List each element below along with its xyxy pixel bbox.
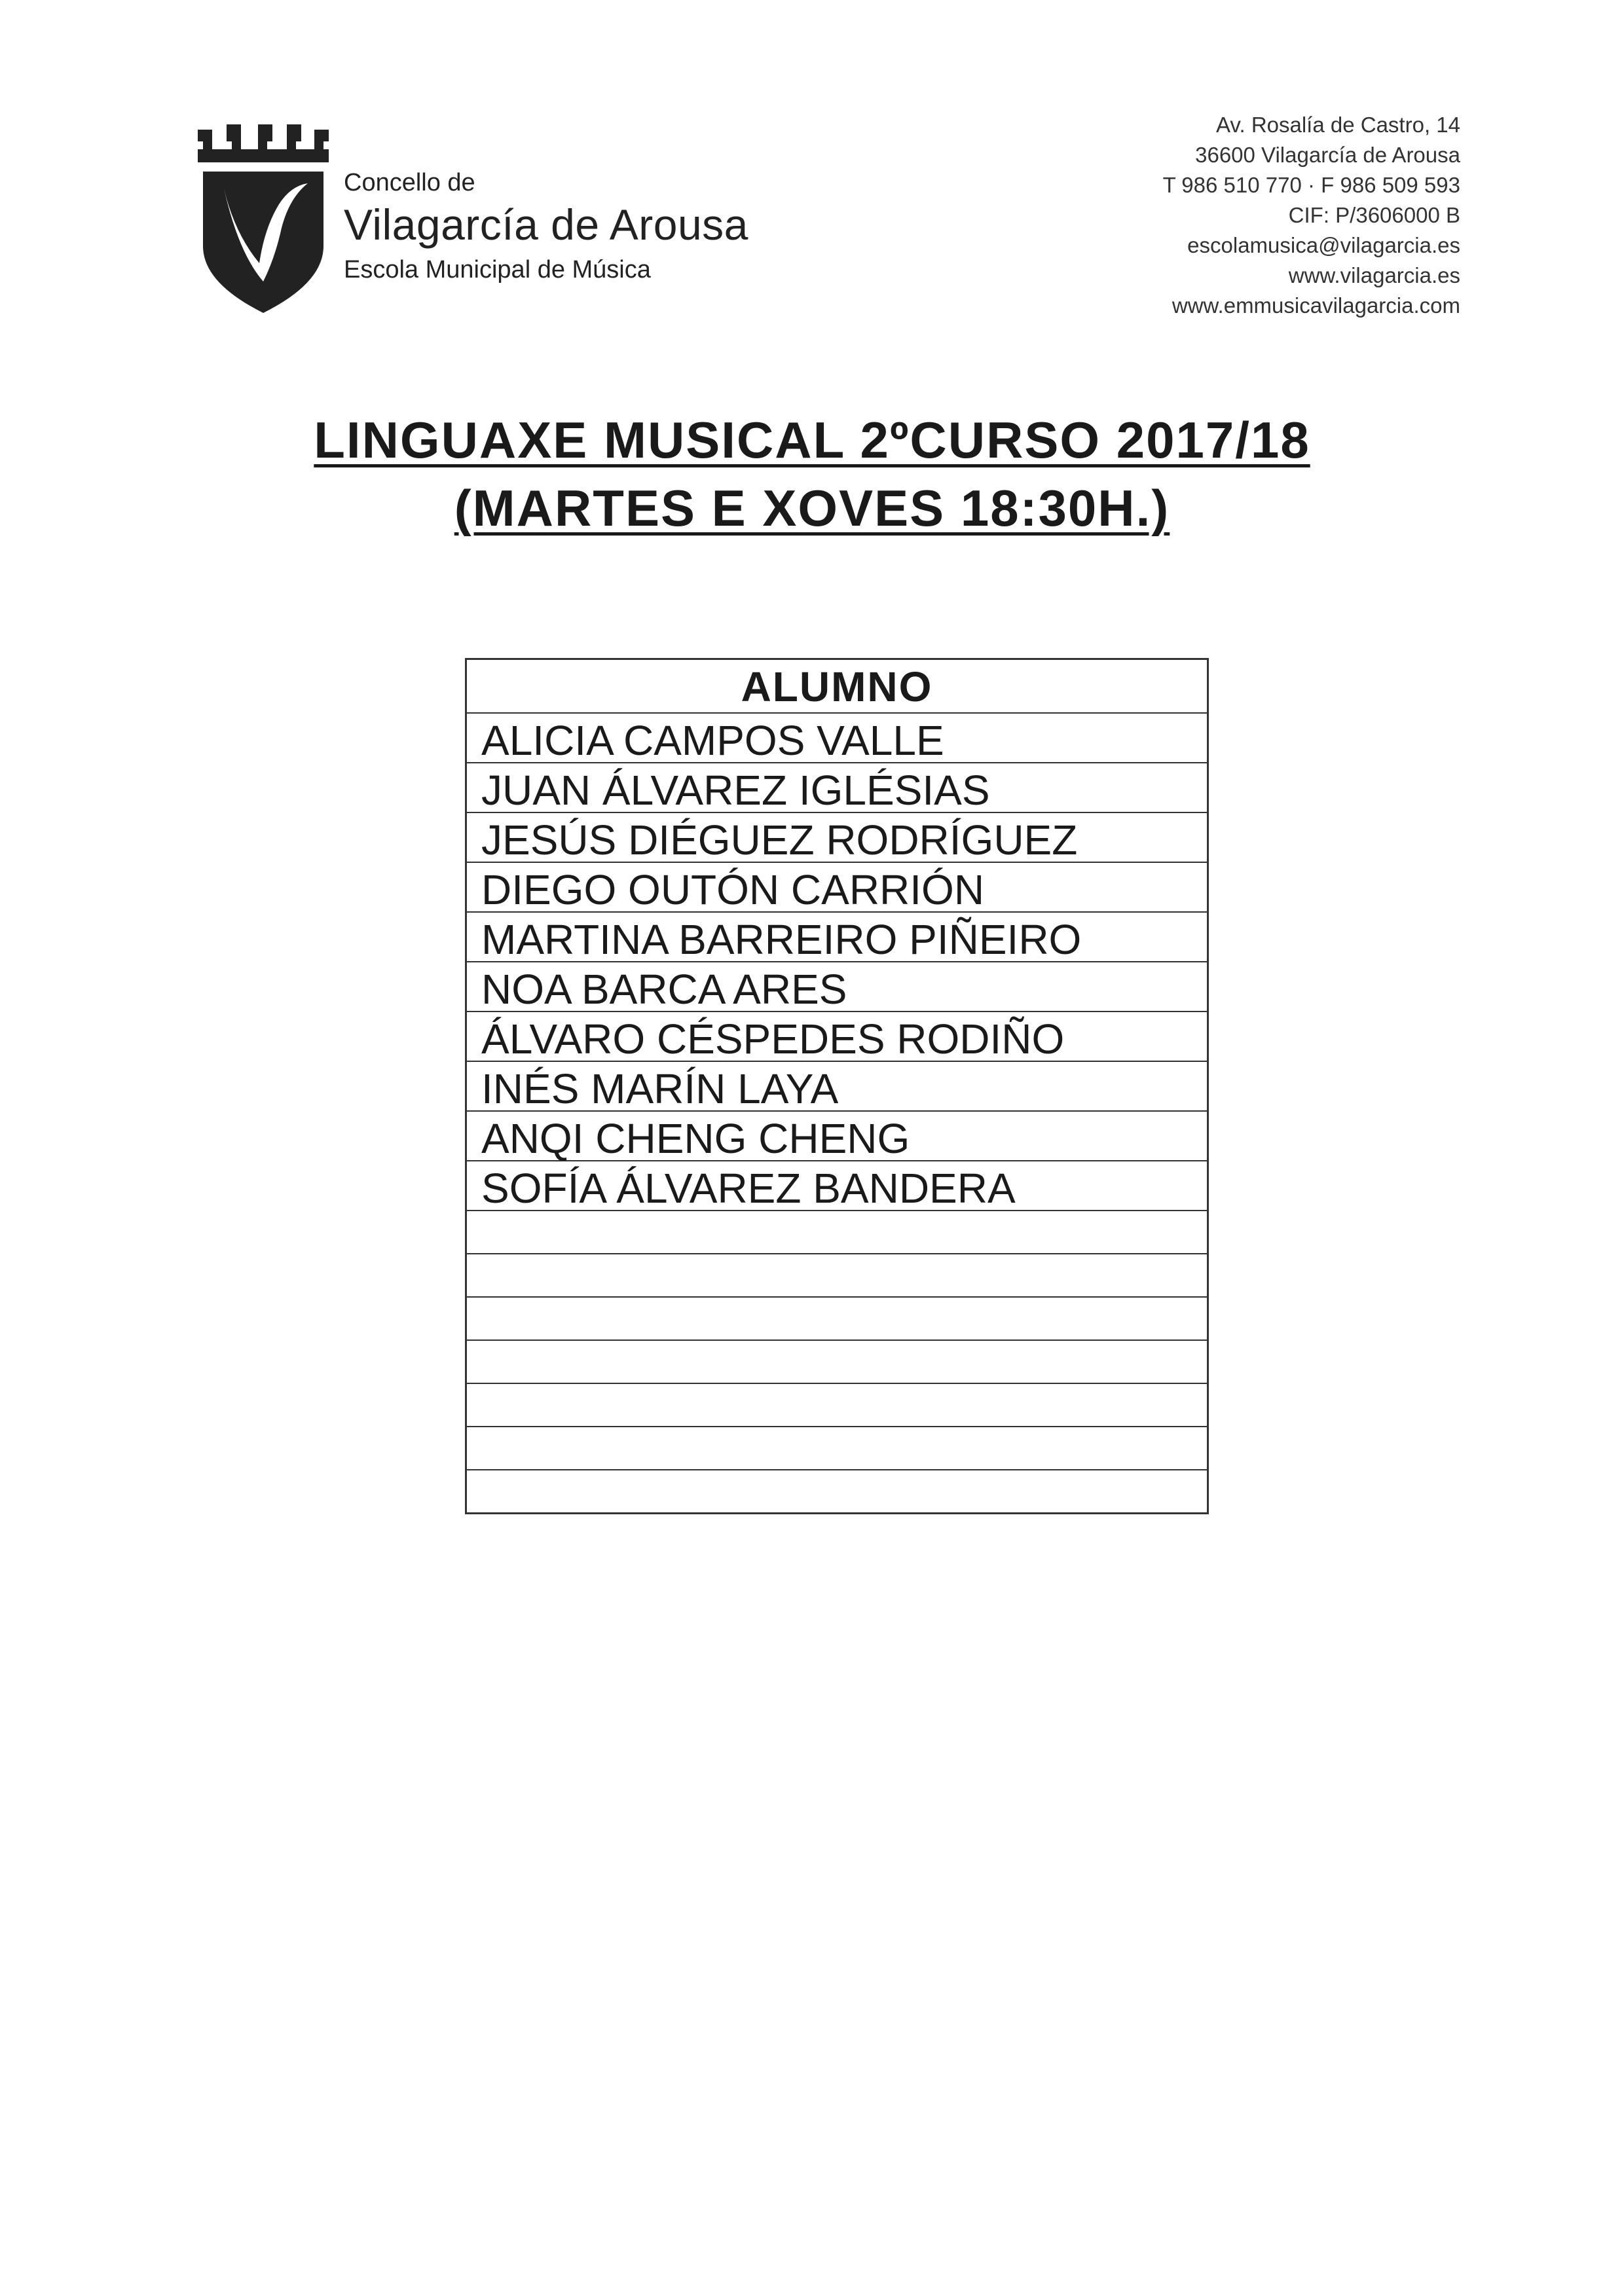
student-roster-table xyxy=(465,658,1209,1514)
title-course: LINGUAXE MUSICAL 2ºCURSO 2017/18 xyxy=(314,411,1310,469)
address-website-school: www.emmusicavilagarcia.com xyxy=(1172,293,1460,318)
table-row: ALICIA CAMPOS VALLE xyxy=(467,712,1207,762)
address-website: www.vilagarcia.es xyxy=(1288,263,1460,287)
address-city: 36600 Vilagarcía de Arousa xyxy=(1195,143,1460,167)
address-phone-fax: T 986 510 770 · F 986 509 593 xyxy=(1162,173,1460,197)
org-subtitle: Escola Municipal de Música xyxy=(344,256,651,283)
table-row-empty xyxy=(467,1383,1207,1426)
org-prefix: Concello de xyxy=(344,169,475,196)
org-block xyxy=(344,167,748,289)
address-cif: CIF: P/3606000 B xyxy=(1288,203,1460,227)
table-row-empty xyxy=(467,1253,1207,1296)
table-row: ÁLVARO CÉSPEDES RODIÑO xyxy=(467,1011,1207,1061)
table-row: JUAN ÁLVAREZ IGLÉSIAS xyxy=(467,762,1207,812)
table-row: NOA BARCA ARES xyxy=(467,961,1207,1011)
city-shield-crest-icon xyxy=(198,118,329,314)
table-row-empty xyxy=(467,1210,1207,1253)
table-row-empty xyxy=(467,1339,1207,1383)
address-email: escolamusica@vilagarcia.es xyxy=(1187,233,1460,257)
table-row-empty xyxy=(467,1469,1207,1512)
org-name: Vilagarcía de Arousa xyxy=(344,200,748,249)
roster-header: ALUMNO xyxy=(741,663,933,710)
table-row-empty xyxy=(467,1296,1207,1339)
address-street: Av. Rosalía de Castro, 14 xyxy=(1216,113,1460,137)
table-row: MARTINA BARREIRO PIÑEIRO xyxy=(467,911,1207,961)
table-row: JESÚS DIÉGUEZ RODRÍGUEZ xyxy=(467,812,1207,862)
address-block xyxy=(1163,110,1460,321)
table-row: DIEGO OUTÓN CARRIÓN xyxy=(467,862,1207,911)
title-schedule: (MARTES E XOVES 18:30H.) xyxy=(454,479,1170,537)
page-title xyxy=(0,406,1624,542)
table-row: SOFÍA ÁLVAREZ BANDERA xyxy=(467,1160,1207,1210)
table-row-empty xyxy=(467,1426,1207,1469)
table-row: INÉS MARÍN LAYA xyxy=(467,1061,1207,1110)
table-row: ANQI CHENG CHENG xyxy=(467,1110,1207,1160)
